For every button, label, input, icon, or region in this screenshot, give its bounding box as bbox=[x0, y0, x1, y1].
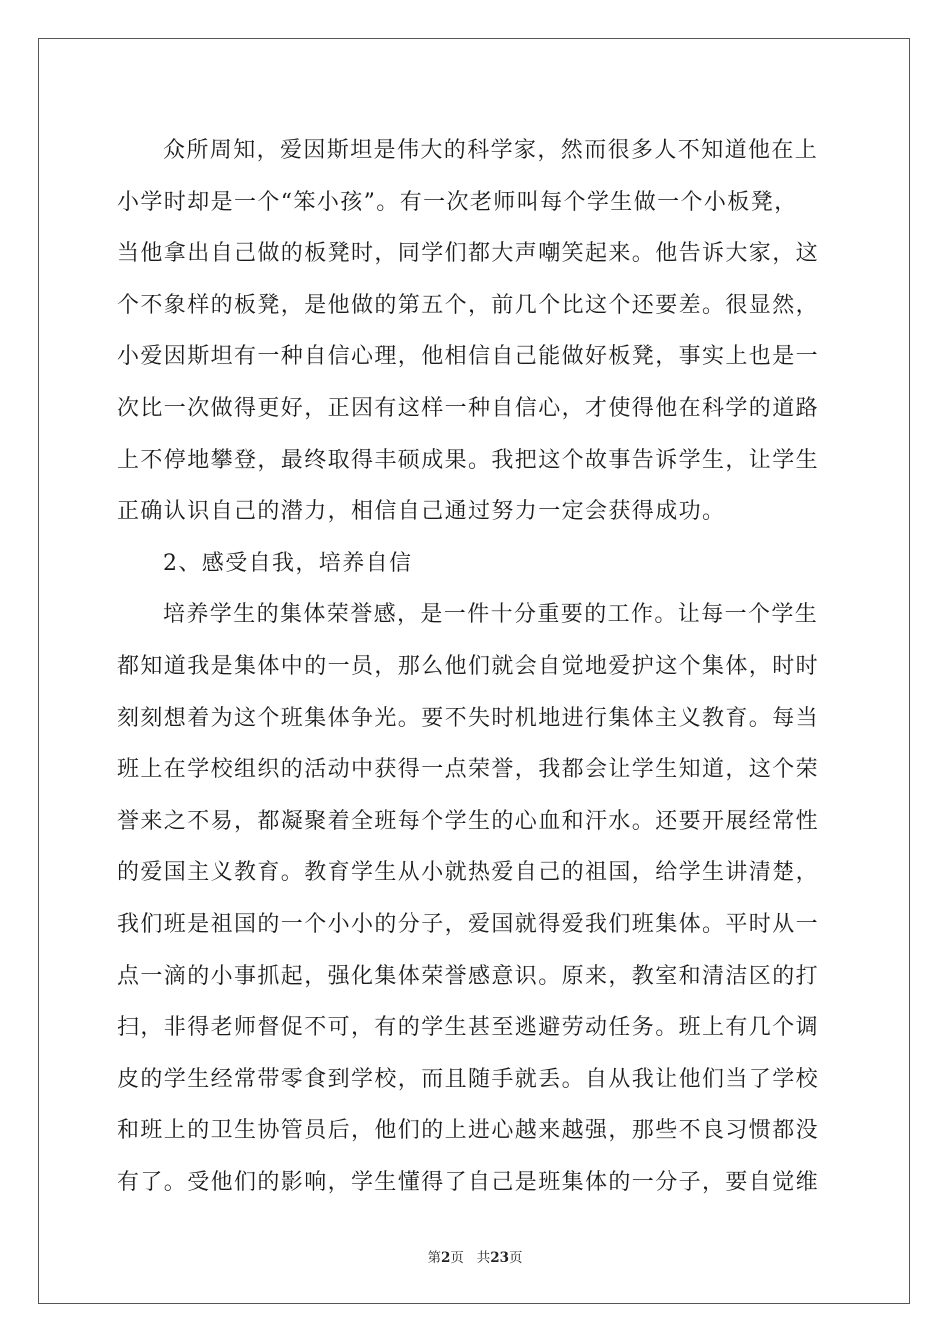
page-footer bbox=[0, 1246, 950, 1266]
text-line: 都知道我是集体中的一员，那么他们就会自觉地爱护这个集体，时时 bbox=[117, 653, 820, 679]
footer-total-pages: 23 bbox=[490, 1250, 510, 1266]
text-line: 的爱国主义教育。教育学生从小就热爱自己的祖国，给学生讲清楚， bbox=[117, 860, 820, 886]
text-line: 个不象样的板凳，是他做的第五个，前几个比这个还要差。很显然， bbox=[117, 292, 820, 318]
footer-page-prefix: 第 bbox=[427, 1250, 441, 1266]
text-line: 和班上的卫生协管员后，他们的上进心越来越强，那些不良习惯都没 bbox=[117, 1118, 820, 1144]
footer-total-unit: 页 bbox=[509, 1250, 523, 1266]
footer-total-prefix: 共 bbox=[476, 1250, 491, 1266]
text-line: 正确认识自己的潜力，相信自己通过努力一定会获得成功。 bbox=[117, 499, 726, 525]
document-body bbox=[117, 125, 833, 1208]
text-line: 当他拿出自己做的板凳时，同学们都大声嘲笑起来。他告诉大家，这 bbox=[117, 241, 820, 267]
text-line: 班上在学校组织的活动中获得一点荣誉，我都会让学生知道，这个荣 bbox=[117, 757, 820, 783]
text-line: 扫，非得老师督促不可，有的学生甚至逃避劳动任务。班上有几个调 bbox=[117, 1015, 820, 1041]
text-line: 上不停地攀登，最终取得丰硕成果。我把这个故事告诉学生，让学生 bbox=[117, 447, 820, 473]
text-line: 皮的学生经常带零食到学校，而且随手就丢。自从我让他们当了学校 bbox=[117, 1066, 820, 1092]
text-line: 小学时却是一个“笨小孩”。有一次老师叫每个学生做一个小板凳， bbox=[117, 189, 798, 215]
footer-page-unit: 页 bbox=[450, 1250, 464, 1266]
text-line: 点一滴的小事抓起，强化集体荣誉感意识。原来，教室和清洁区的打 bbox=[117, 963, 820, 989]
text-line: 小爱因斯坦有一种自信心理，他相信自己能做好板凳，事实上也是一 bbox=[117, 344, 820, 370]
footer-page-number: 2 bbox=[440, 1250, 451, 1266]
text-line: 我们班是祖国的一个小小的分子，爱国就得爱我们班集体。平时从一 bbox=[117, 911, 820, 937]
text-line: 刻刻想着为这个班集体争光。要不失时机地进行集体主义教育。每当 bbox=[117, 705, 820, 731]
text-line: 次比一次做得更好，正因有这样一种自信心，才使得他在科学的道路 bbox=[117, 395, 820, 421]
text-line: 誉来之不易，都凝聚着全班每个学生的心血和汗水。还要开展经常性 bbox=[117, 808, 820, 834]
text-line: 众所周知，爱因斯坦是伟大的科学家，然而很多人不知道他在上 bbox=[163, 138, 819, 163]
text-line: 有了。受他们的影响，学生懂得了自己是班集体的一分子，要自觉维 bbox=[117, 1169, 820, 1195]
section-heading: 2、感受自我，培养自信 bbox=[163, 550, 413, 576]
text-line: 培养学生的集体荣誉感，是一件十分重要的工作。让每一个学生 bbox=[163, 602, 819, 628]
